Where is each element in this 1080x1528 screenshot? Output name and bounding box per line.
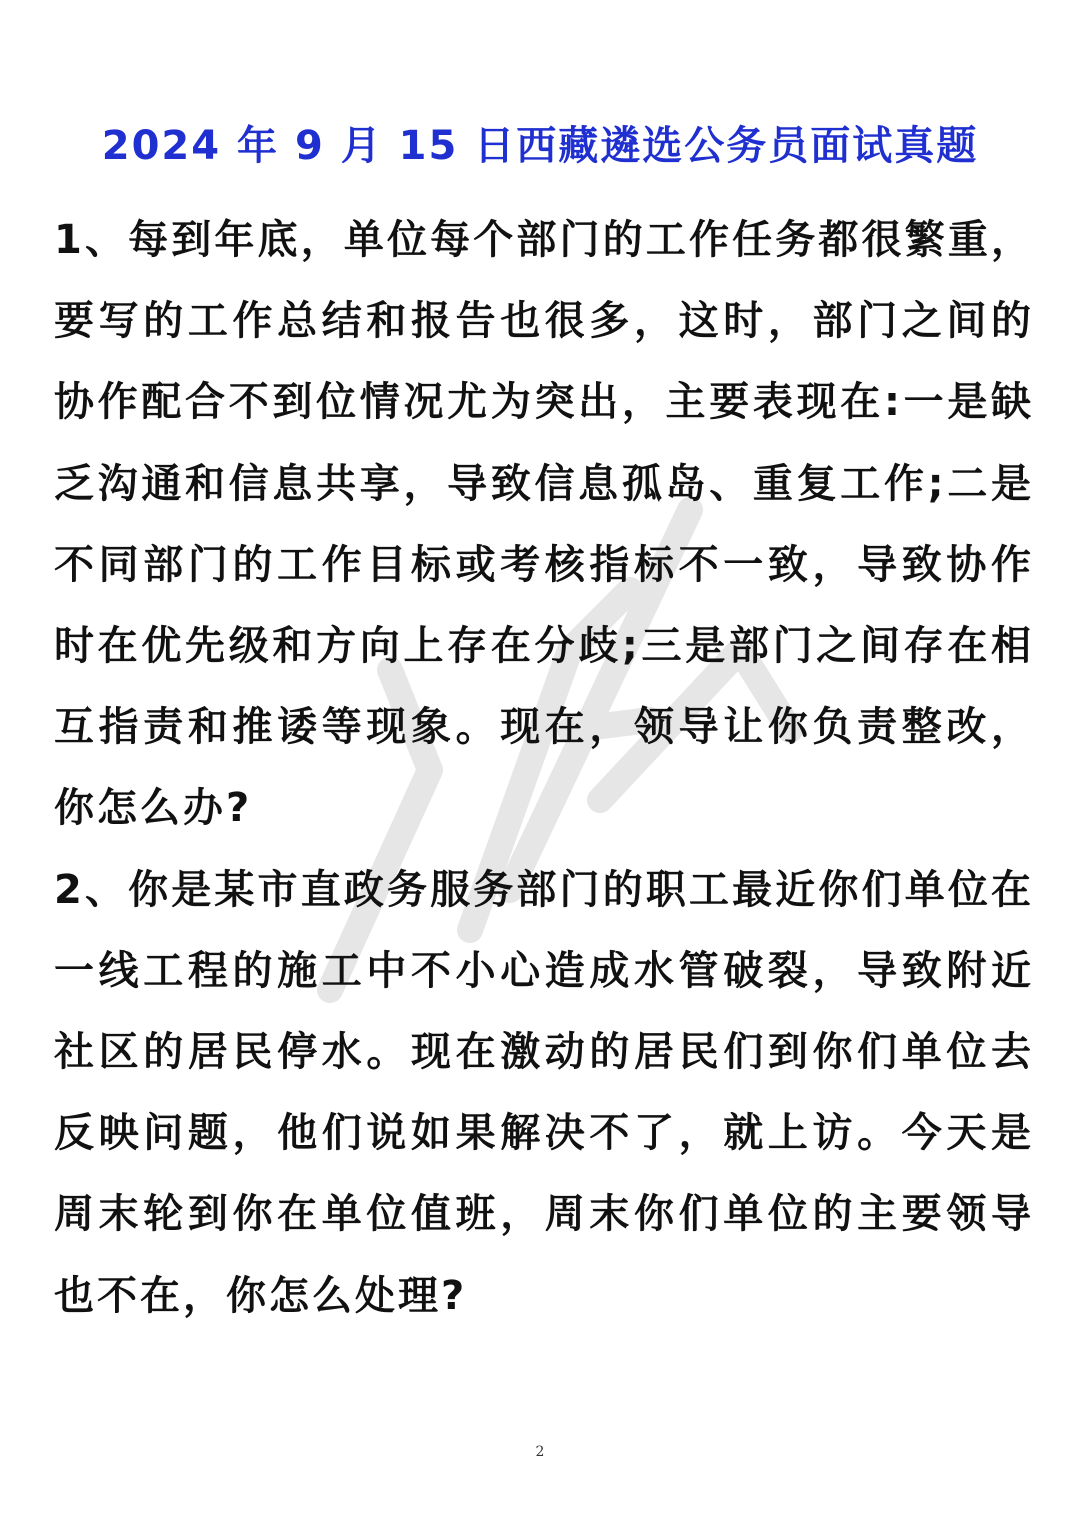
question-2: 2、你是某市直政务服务部门的职工最近你们单位在一线工程的施工中不小心造成水管破裂，导致附近社区的居民停水。现在激动的居民们到你们单位去反映问题，他们说如果解决不了，就上访。今天是周末轮到你在单位值班，周末你们单位的主要领导也不在，你怎么处理? bbox=[54, 866, 1034, 1319]
question-1: 1、每到年底，单位每个部门的工作任务都很繁重，要写的工作总结和报告也很多，这时，部门之间的协作配合不到位情况尤为突出，主要表现在:一是缺乏沟通和信息共享，导致信息孤岛、重复工作;二是不同部门的工作目标或考核指标不一致，导致协作时在优先级和方向上存在分歧;三是部门之间存在相互指责和推诿等现象。现在，领导让你负责整改，你怎么办? bbox=[54, 217, 1034, 832]
document-title: 2024 年 9 月 15 日西藏遴选公务员面试真题 bbox=[101, 123, 979, 169]
page-number: 2 bbox=[535, 1444, 545, 1460]
question-list bbox=[54, 200, 1034, 1337]
